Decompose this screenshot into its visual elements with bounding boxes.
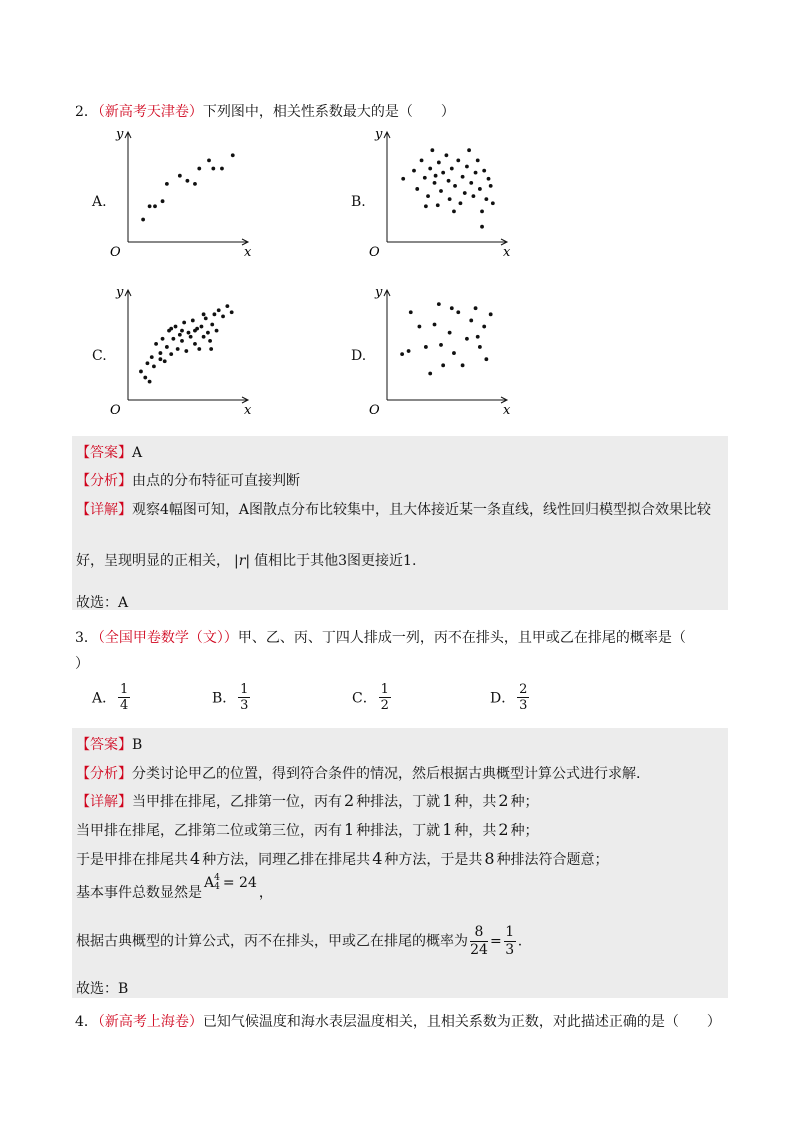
scatter-point [424, 204, 428, 208]
detail-text: 当甲排在排尾，乙排第一位，丙有 [132, 794, 342, 810]
x-axis-label: x [503, 403, 511, 418]
scatter-point [412, 169, 416, 173]
scatter-d [369, 282, 513, 418]
frac-num: 1 [119, 682, 129, 697]
option-b-label: B. [351, 194, 366, 210]
scatter-point [193, 329, 197, 333]
scatter-point [409, 310, 413, 314]
scatter-point [186, 179, 190, 183]
detail-text: 种，共 [454, 794, 497, 810]
option-label: A． [92, 690, 117, 707]
scatter-point [456, 310, 460, 314]
question-source: （新高考天津卷） [97, 104, 203, 120]
detail-line-5 [76, 924, 522, 959]
scatter-point [484, 357, 488, 361]
scatter-point [208, 339, 212, 343]
scatter-point [215, 329, 219, 333]
scatter-point [401, 177, 405, 181]
scatter-point [217, 308, 221, 312]
frac-den: 4 [119, 698, 129, 713]
choice-line: 故选：B [76, 981, 129, 997]
math-number: 1 [442, 791, 453, 810]
permutation-formula [204, 874, 257, 892]
scatter-point [220, 167, 224, 171]
frac-num: 1 [240, 682, 249, 697]
option-d [490, 682, 531, 713]
detail-line-2 [76, 820, 539, 840]
frac-num: 2 [519, 682, 528, 697]
origin-label: O [369, 245, 380, 260]
option-c [352, 682, 393, 713]
scatter-point [193, 182, 197, 186]
scatter-point [165, 182, 169, 186]
detail-text: 于是甲排在排尾共 [76, 852, 188, 868]
math-number: 1 [344, 820, 355, 839]
scatter-point [193, 342, 197, 346]
detail-line-4 [76, 873, 273, 902]
y-axis-label: y [375, 285, 383, 300]
scatter-point [480, 225, 484, 229]
scatter-point [437, 161, 441, 165]
scatter-point [146, 361, 150, 365]
scatter-point [472, 194, 476, 198]
y-axis-label: y [116, 127, 124, 142]
option-b [212, 682, 252, 713]
scatter-point [469, 319, 473, 323]
scatter-point [420, 159, 424, 163]
scatter-point [153, 204, 157, 208]
detail-line-3 [76, 849, 609, 869]
answer-line [76, 442, 142, 462]
scatter-point [439, 343, 443, 347]
scatter-point [441, 171, 445, 175]
x-axis-label: x [244, 403, 252, 418]
scatter-point [139, 370, 143, 374]
detail-text: 种排法，丁就 [356, 823, 441, 839]
scatter-point [461, 175, 465, 179]
scatter-point [187, 331, 191, 335]
answer-box-q3 [72, 728, 728, 998]
math-number: 4 [190, 849, 201, 868]
scatter-point [418, 325, 422, 329]
scatter-point [448, 331, 452, 335]
detail-line-1 [76, 499, 711, 519]
math-number: 8 [484, 849, 495, 868]
scatter-point [428, 167, 432, 171]
scatter-point [143, 376, 147, 380]
scatter-point [480, 210, 484, 214]
scatter-point [169, 327, 173, 331]
scatter-point [209, 347, 213, 351]
math-number: 1 [442, 820, 453, 839]
answer-value: B [132, 737, 143, 753]
scatter-point [197, 347, 201, 351]
scatter-point [441, 363, 445, 367]
question-source: （全国甲卷数学（文）） [97, 630, 238, 646]
option-a [92, 682, 132, 713]
option-a-label: A. [92, 194, 107, 210]
scatter-point [225, 304, 229, 308]
scatter-point [424, 345, 428, 349]
scatter-point [482, 169, 486, 173]
frac-num: 1 [505, 924, 515, 940]
scatter-point [482, 325, 486, 329]
formula-sub: 4 [214, 882, 220, 892]
scatter-point [204, 317, 208, 321]
question-2-stem [75, 101, 455, 121]
origin-label: O [369, 403, 380, 418]
scatter-point [178, 333, 182, 337]
y-axis-label: y [375, 127, 383, 142]
scatter-c [110, 282, 254, 418]
scatter-a [110, 124, 254, 260]
scatter-point [407, 349, 411, 353]
scatter-point [428, 372, 432, 376]
scatter-point [474, 306, 478, 310]
scatter-point [465, 165, 469, 169]
answer-value: A [132, 445, 143, 461]
math-number: 4 [372, 849, 383, 868]
detail-text: 种； [510, 794, 539, 810]
question-4-stem [75, 1011, 721, 1031]
scatter-point [430, 148, 434, 152]
scatter-point [202, 312, 206, 316]
scatter-point [180, 329, 184, 333]
scatter-point [448, 197, 452, 201]
analysis-tag: 【分析】 [76, 473, 132, 489]
answer-tag: 【答案】 [76, 445, 132, 461]
q3-options [92, 682, 552, 722]
analysis-text: 由点的分布特征可直接判断 [132, 473, 300, 489]
scatter-point [426, 194, 430, 198]
math-number: 2 [498, 820, 509, 839]
origin-label: O [110, 245, 121, 260]
scatter-point [148, 204, 152, 208]
option-c-label: C. [92, 348, 107, 364]
scatter-point [171, 337, 175, 341]
scatter-point [221, 314, 225, 318]
scatter-point [478, 187, 482, 191]
scatter-point [165, 345, 169, 349]
frac-den: 3 [505, 942, 515, 958]
analysis-tag: 【分析】 [76, 766, 132, 782]
scatter-point [459, 201, 463, 205]
scatter-point [152, 364, 156, 368]
frac-den: 24 [470, 942, 488, 958]
origin-label: O [110, 403, 121, 418]
scatter-point [206, 331, 210, 335]
frac-den: 3 [240, 698, 249, 713]
detail-text: . [517, 933, 523, 950]
scatter-point [450, 306, 454, 310]
answer-box-q2 [72, 436, 728, 610]
detail-text: 种方法，同理乙排在排尾共 [202, 852, 371, 868]
scatter-point [469, 181, 473, 185]
question-number: 2． [75, 104, 98, 120]
scatter-point [450, 167, 454, 171]
question-number: 3． [75, 630, 98, 646]
detail-text: 种排法，丁就 [356, 794, 441, 810]
scatter-point [465, 337, 469, 341]
scatter-point [423, 176, 427, 180]
scatter-point [176, 347, 180, 351]
formula-value: = 24 [222, 875, 257, 891]
scatter-point [439, 189, 443, 193]
scatter-point [415, 187, 419, 191]
scatter-point [191, 319, 195, 323]
scatter-point [207, 159, 211, 163]
frac-den: 3 [519, 698, 528, 713]
detail-text: 种； [510, 823, 539, 839]
scatter-point [461, 363, 465, 367]
option-label: B． [212, 690, 237, 707]
detail-text: 根据古典概型的计算公式，丙不在排头，甲或乙在排尾的概率为 [76, 933, 468, 950]
question-number: 4． [75, 1014, 98, 1030]
q2-scatter-grid [92, 124, 512, 424]
scatter-point [437, 302, 441, 306]
scatter-point [159, 351, 163, 355]
scatter-point [154, 342, 158, 346]
scatter-point [202, 335, 206, 339]
detail-text: 观察4幅图可知，A图散点分布比较集中，且大体接近某一条直线，线性回归模型拟合效果比较 [132, 502, 712, 518]
scatter-point [161, 337, 165, 341]
detail-text: 种方法，于是共 [384, 852, 483, 868]
y-axis-label: y [116, 285, 124, 300]
scatter-point [467, 148, 471, 152]
question-text: 下列图中，相关性系数最大的是（ ） [202, 104, 455, 120]
scatter-point [445, 153, 449, 157]
frac-num: 8 [474, 924, 484, 940]
scatter-point [447, 179, 451, 183]
x-axis-label: x [244, 245, 252, 260]
detail-text: 当甲排在排尾，乙排第二位或第三位，丙有 [76, 823, 342, 839]
x-axis-label: x [503, 245, 511, 260]
scatter-point [210, 323, 214, 327]
scatter-point [184, 349, 188, 353]
analysis-line [76, 470, 300, 490]
detail-text: 基本事件总数显然是 [76, 885, 202, 901]
detail-tag: 【详解】 [76, 794, 132, 810]
scatter-point [148, 380, 152, 384]
option-label: D． [490, 690, 516, 707]
analysis-text: 分类讨论甲乙的位置，得到符合条件的情况，然后根据古典概型计算公式进行求解. [132, 766, 641, 782]
scatter-point [491, 201, 495, 205]
scatter-point [141, 218, 145, 222]
answer-line [76, 734, 142, 754]
scatter-point [169, 352, 173, 356]
scatter-point [174, 325, 178, 329]
choice-line: 故选：A [76, 595, 129, 611]
option-label: C． [352, 690, 377, 707]
frac-num: 1 [380, 682, 389, 697]
scatter-point [489, 312, 493, 316]
scatter-point [452, 351, 456, 355]
formula-sup: 4 [214, 873, 220, 883]
scatter-point [150, 355, 154, 359]
scatter-point [163, 359, 167, 363]
scatter-point [452, 210, 456, 214]
scatter-point [182, 321, 186, 325]
scatter-point [211, 167, 215, 171]
abs-r-symbol: |r| [234, 553, 251, 569]
scatter-point [213, 312, 217, 316]
frac-den: 2 [380, 698, 389, 713]
detail-text: 种，共 [454, 823, 497, 839]
scatter-point [161, 199, 165, 203]
scatter-point [197, 167, 201, 171]
scatter-point [484, 197, 488, 201]
scatter-point [453, 184, 457, 188]
scatter-point [231, 153, 235, 157]
scatter-point [487, 177, 491, 181]
scatter-point [200, 325, 204, 329]
math-number: 2 [498, 791, 509, 810]
question-text: 甲、乙、丙、丁四人排成一列，丙不在排头，且甲或乙在排尾的概率是（ [237, 630, 686, 646]
scatter-point [434, 174, 438, 178]
equals-sign: = [490, 933, 502, 950]
detail-line-1 [76, 791, 539, 811]
formula-symbol: A [204, 875, 215, 891]
detail-text: 种排法符合题意； [496, 852, 609, 868]
detail-text: ， [258, 885, 273, 901]
scatter-b [369, 124, 513, 260]
scatter-point [180, 339, 184, 343]
scatter-point [478, 345, 482, 349]
scatter-point [433, 323, 437, 327]
detail-line-2 [76, 550, 416, 570]
analysis-line [76, 763, 640, 783]
option-d-label: D. [351, 348, 367, 364]
scatter-point [463, 191, 467, 195]
scatter-point [230, 310, 234, 314]
scatter-point [400, 352, 404, 356]
scatter-point [178, 174, 182, 178]
question-source: （新高考上海卷） [97, 1014, 203, 1030]
scatter-point [159, 357, 163, 361]
detail-text: 好，呈现明显的正相关， [76, 553, 230, 569]
scatter-point [433, 181, 437, 185]
question-3-stem-close: ） [75, 656, 89, 672]
detail-tag: 【详解】 [76, 502, 132, 518]
scatter-point [189, 335, 193, 339]
question-text: 已知气候温度和海水表层温度相关，且相关系数为正数，对此描述正确的是（ ） [202, 1014, 721, 1030]
scatter-point [474, 171, 478, 175]
math-number: 2 [344, 791, 355, 810]
scatter-point [436, 203, 440, 207]
scatter-point [456, 159, 460, 163]
question-3-stem [75, 627, 686, 647]
scatter-point [489, 184, 493, 188]
detail-text: 值相比于其他3图更接近1. [254, 553, 417, 569]
scatter-point [476, 335, 480, 339]
answer-tag: 【答案】 [76, 737, 132, 753]
scatter-point [476, 159, 480, 163]
